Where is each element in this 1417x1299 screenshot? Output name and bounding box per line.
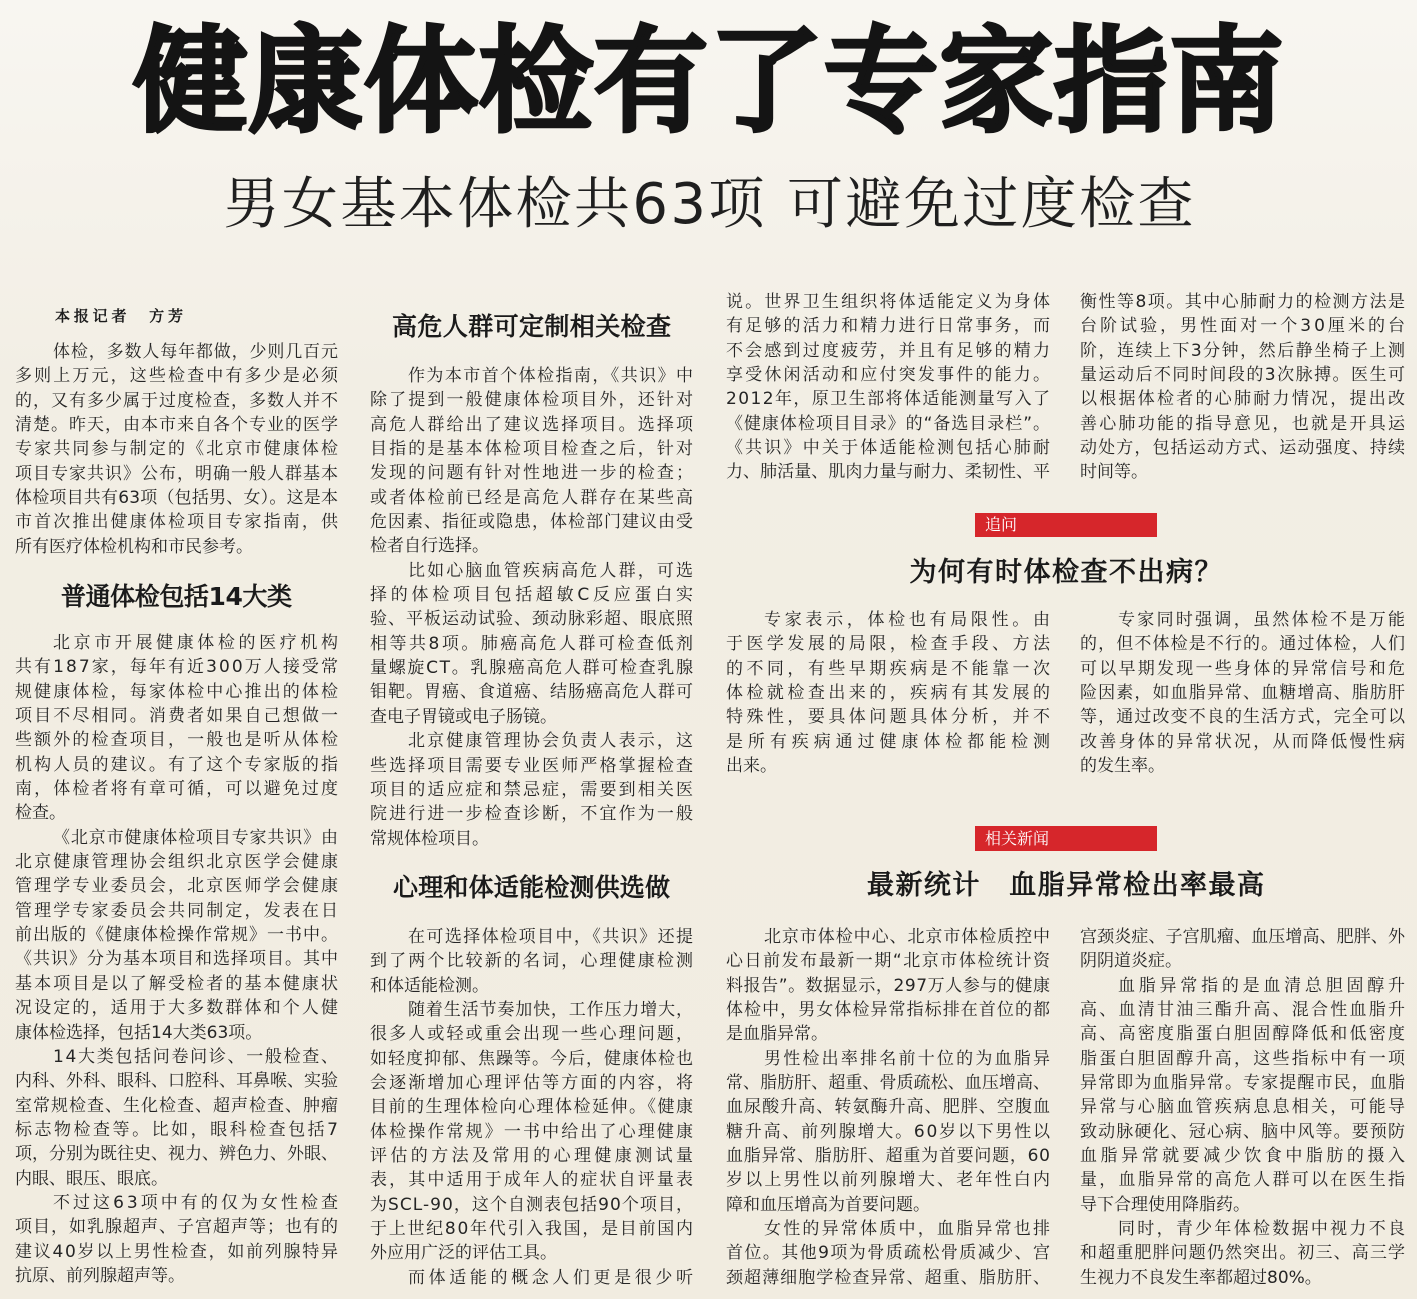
text-line: 台阶试验，男性面对一个30厘米的台 <box>1080 316 1409 337</box>
text-line: 院进行进一步检查诊断，不宜作为一般 <box>370 804 696 825</box>
paragraph <box>726 925 1050 1047</box>
text-line: 标志物检查等。比如，眼科检查包括7 <box>15 1119 341 1140</box>
text-line: 导下合理使用降脂药。 <box>1080 1194 1250 1215</box>
text-line: 专家表示，体检也有局限性。由 <box>764 610 1054 630</box>
text-line: 所有医疗体检机构和市民参考。 <box>15 536 253 557</box>
text-line: 建议40岁以上男性检查，如前列腺特异 <box>15 1241 340 1262</box>
text-line: 颈超薄细胞学检查异常、超重、脂肪肝、 <box>726 1267 1052 1288</box>
text-line: 血脂异常就要减少饮食中脂肪的摄入 <box>1080 1146 1409 1167</box>
text-line: 择的体检项目包括超敏C反应蛋白实 <box>370 585 697 606</box>
paragraph <box>370 729 696 851</box>
text-line: 为SCL-90，这个自测表包括90个项目， <box>370 1194 695 1215</box>
text-line: 项目专家共识》公布，明确一般人群基本 <box>15 463 339 484</box>
paragraph <box>726 1047 1053 1217</box>
text-line: 和超重肥胖问题仍然突出。初三、高三学 <box>1080 1243 1407 1264</box>
text-line: 常、脂肪肝、超重、骨质疏松、血压增高、 <box>726 1073 1051 1094</box>
text-line: 和体适能检测。 <box>370 975 489 996</box>
related-news-heading: 最新统计 血脂异常检出率最高 <box>866 870 1266 901</box>
paragraph <box>370 925 696 998</box>
text-line: 高、高密度脂蛋白胆固醇降低和低密度 <box>1080 1024 1408 1045</box>
text-line: 市首次推出健康体检项目专家指南，供 <box>15 512 341 533</box>
text-line: 很多人或轻或重会出现一些心理问题， <box>370 1024 696 1045</box>
paragraph <box>370 998 697 1266</box>
text-line: 会逐渐增加心理评估等方面的内容，将 <box>370 1073 696 1094</box>
text-line: 有足够的活力和精力进行日常事务，而 <box>726 316 1053 337</box>
text-line: 是血脂异常。 <box>726 1024 828 1045</box>
text-line: 衡性等8项。其中心肺耐力的检测方法是 <box>1080 292 1407 312</box>
text-line: 力、肺活量、肌肉力量与耐力、柔韧性、平 <box>726 462 1051 483</box>
text-line: 阴阴道炎症。 <box>1080 951 1182 972</box>
text-line: 以根据体检者的心肺耐力情况，提出改 <box>1080 389 1408 410</box>
text-line: 目前的生理体检向心理体检延伸。《健康 <box>370 1097 695 1118</box>
headline-title: 健康体检有了专家指南 <box>133 15 1285 148</box>
text-line: 是所有疾病通过健康体检都能检测 <box>726 731 1055 752</box>
text-line: 体检操作常规》一书中给出了心理健康 <box>370 1121 696 1142</box>
text-line: 阶，连续上下3分钟，然后静坐椅子上测 <box>1080 340 1407 361</box>
text-line: 清楚。昨天，由本市来自各个专业的医学 <box>15 415 339 436</box>
byline: 本报记者 方芳 <box>55 307 187 325</box>
text-line: 量螺旋CT。乳腺癌高危人群可检查乳腺 <box>370 658 695 679</box>
text-line: 项，分别为既往史、视力、辨色力、外眼、 <box>15 1144 338 1165</box>
text-line: 量，血脂异常的高危人群可以在医生指 <box>1080 1170 1408 1191</box>
text-line: 时间等。 <box>1080 462 1148 483</box>
text-line: 些额外的检查项目，一般也是听从体检 <box>15 730 341 751</box>
text-line: 障和血压增高为首要问题。 <box>726 1194 930 1215</box>
paragraph <box>726 1217 1053 1290</box>
text-line: 享受休闲活动和应付突发事件的能力。 <box>726 365 1053 386</box>
headline-subtitle: 男女基本体检共63项 可避免过度检查 <box>223 172 1196 237</box>
paragraph <box>15 826 341 1045</box>
paragraph <box>15 1191 342 1288</box>
text-line: 专家共同参与制定的《北京市健康体检 <box>15 439 341 460</box>
text-line: 专家同时强调，虽然体检不是万能 <box>1118 610 1408 630</box>
text-line: 体检项目共有63项（包括男、女）。这是本 <box>15 488 339 509</box>
section-body-psych-fitness-cont-col3 <box>726 290 1053 485</box>
section-body-psych-fitness <box>370 925 697 1290</box>
text-line: 管理学专家委员会共同制定，发表在日 <box>15 900 341 921</box>
followup-body-col3 <box>726 608 1055 778</box>
section-body-high-risk <box>370 364 697 851</box>
paragraph <box>1080 974 1409 1217</box>
text-line: 险因素，如血脂异常、血糖增高、脂肪肝 <box>1080 683 1407 704</box>
text-line: 生视力不良发生率都超过80%。 <box>1080 1267 1322 1288</box>
section-heading-general-checkup: 普通体检包括14大类 <box>61 582 292 611</box>
text-line: 外应用广泛的评估工具。 <box>370 1243 557 1264</box>
text-line: 体检就检查出来的，疾病有其发展的 <box>726 683 1054 704</box>
text-line: 或者体检前已经是高危人群存在某些高 <box>370 487 696 508</box>
text-line: 血尿酸升高、转氨酶升高、肥胖、空腹血 <box>726 1097 1052 1118</box>
paragraph <box>1080 925 1405 974</box>
text-line: 而体适能的概念人们更是很少听 <box>408 1267 697 1288</box>
text-line: 脂蛋白胆固醇升高，这些指标中有一项 <box>1080 1048 1408 1069</box>
text-line: 多则上万元，这些检查中有多少是必须 <box>15 366 341 387</box>
paragraph <box>15 1045 341 1191</box>
text-line: 检者自行选择。 <box>370 536 489 557</box>
section-heading-high-risk: 高危人群可定制相关检查 <box>392 312 672 341</box>
text-line: 于医学发展的局限，检查手段、方法 <box>726 634 1054 655</box>
text-line: 除了提到一般健康体检项目外，还针对 <box>370 390 696 411</box>
section-heading-psych-fitness: 心理和体适能检测供选做 <box>393 873 671 902</box>
text-line: 血脂异常指的是血清总胆固醇升 <box>1118 975 1409 996</box>
text-line: 14大类包括问卷问诊、一般检查、 <box>53 1046 340 1067</box>
text-line: 糖升高、前列腺增大。60岁以下男性以 <box>726 1121 1052 1142</box>
text-line: 抗原、前列腺超声等。 <box>15 1265 185 1286</box>
text-line: 首位。其他9项为骨质疏松骨质减少、宫 <box>726 1243 1052 1264</box>
text-line: 北京市开展健康体检的医疗机构 <box>53 633 342 653</box>
paragraph <box>15 340 341 559</box>
text-line: 前出版的《健康体检操作常规》一书中。 <box>15 925 339 946</box>
text-line: 如轻度抑郁、焦躁等。今后，健康体检也 <box>370 1048 694 1069</box>
text-line: 发现的问题有针对性地进一步的检查； <box>370 463 696 484</box>
paragraph <box>370 1266 697 1290</box>
text-line: 室常规检查、生化检查、超声检查、肿瘤 <box>15 1095 339 1116</box>
text-line: 高、血清甘油三酯升高、混合性血脂升 <box>1080 1000 1408 1021</box>
text-line: 项目的适应症和禁忌症，需要到相关医 <box>370 779 696 800</box>
followup-label-tag: 追问 <box>975 513 1157 537</box>
article-intro <box>15 340 341 559</box>
text-line: 不会感到过度疲劳，并且有足够的精力 <box>726 340 1053 361</box>
text-line: 随着生活节奏加快，工作压力增大， <box>408 1000 694 1021</box>
text-line: 项目，如乳腺超声、子宫超声等；也有的 <box>15 1217 339 1238</box>
text-line: 料报告”。数据显示，297万人参与的健康 <box>726 975 1051 996</box>
text-line: 等，通过改变不良的生活方式，完全可以 <box>1080 707 1407 728</box>
text-line: 危因素、指征或隐患，体检部门建议由受 <box>370 512 694 533</box>
section-body-psych-fitness-cont-col4 <box>1080 290 1409 485</box>
text-line: 些选择项目需要专业医师严格掌握检查 <box>370 755 696 776</box>
text-line: 康体检选择，包括14大类63项。 <box>15 1022 263 1043</box>
text-line: 内眼、眼压、眼底。 <box>15 1168 168 1189</box>
text-line: 《北京市健康体检项目专家共识》由 <box>53 827 339 848</box>
text-line: 不过这63项中有的仅为女性检查 <box>53 1192 342 1213</box>
text-line: 比如心脑血管疾病高危人群，可选 <box>408 560 696 581</box>
text-line: 共有187家，每年有近300万人接受常 <box>15 657 341 678</box>
text-line: 《共识》中关于体适能检测包括心肺耐 <box>726 438 1053 459</box>
followup-body-col4 <box>1080 608 1408 778</box>
text-line: 的，又有多少属于过度检查，多数人并不 <box>15 390 339 411</box>
text-line: 南，体检者将有章可循，可以避免过度 <box>15 779 341 800</box>
text-line: 动处方，包括运动方式、运动强度、持续 <box>1080 438 1407 459</box>
text-line: 2012年，原卫生部将体适能测量写入了 <box>726 389 1052 410</box>
text-line: 说。世界卫生组织将体适能定义为身体 <box>726 292 1053 312</box>
text-line: 验、平板运动试验、颈动脉彩超、眼底照 <box>370 609 694 630</box>
text-line: 作为本市首个体检指南，《共识》中 <box>408 366 695 386</box>
paragraph <box>1080 608 1408 778</box>
text-line: 异常即为血脂异常。专家提醒市民，血脂 <box>1080 1073 1407 1094</box>
text-line: 机构人员的建议。有了这个专家版的指 <box>15 754 341 775</box>
text-line: 心日前发布最新一期“北京市体检统计资 <box>726 951 1052 972</box>
text-line: 的发生率。 <box>1080 756 1165 777</box>
text-line: 目指的是基本体检项目检查之后，针对 <box>370 439 696 460</box>
text-line: 《健康体检项目目录》的“备选目录栏”。 <box>726 413 1051 434</box>
text-line: 致动脉硬化、冠心病、脑中风等。要预防 <box>1080 1121 1407 1142</box>
text-line: 基本项目是以了解受检者的基本健康状 <box>15 973 341 994</box>
text-line: 常规体检项目。 <box>370 828 489 849</box>
text-line: 检查。 <box>15 803 66 824</box>
text-line: 男性检出率排名前十位的为血脂异 <box>764 1048 1053 1069</box>
text-line: 《共识》分为基本项目和选择项目。其中 <box>15 949 339 970</box>
section-body-general-checkup <box>15 631 342 1288</box>
paragraph <box>370 559 697 729</box>
related-news-label-tag: 相关新闻 <box>975 826 1157 851</box>
followup-heading: 为何有时体检查不出病？ <box>909 557 1223 588</box>
text-line: 项目不尽相同。消费者如果自己想做一 <box>15 706 341 727</box>
paragraph <box>15 631 342 826</box>
text-line: 查电子胃镜或电子肠镜。 <box>370 706 557 727</box>
text-line: 的不同，有些早期疾病是不能靠一次 <box>726 658 1054 679</box>
text-line: 在可选择体检项目中，《共识》还提 <box>408 927 695 947</box>
text-line: 体检中，男女体检异常指标排在首位的都 <box>726 1000 1052 1021</box>
text-line: 出来。 <box>726 756 777 777</box>
text-line: 况设定的，适用于大多数群体和个人健 <box>15 998 341 1019</box>
text-line: 特殊性，要具体问题具体分析，并不 <box>726 707 1054 728</box>
paragraph <box>726 608 1055 778</box>
text-line: 北京健康管理协会负责人表示，这 <box>408 731 696 752</box>
related-news-body-col4 <box>1080 925 1409 1290</box>
text-line: 北京市体检中心、北京市体检质控中 <box>764 927 1051 947</box>
paragraph <box>726 290 1053 485</box>
text-line: 体检，多数人每年都做，少则几百元 <box>53 342 339 362</box>
related-news-body-col3 <box>726 925 1053 1290</box>
text-line: 女性的异常体质中，血脂异常也排 <box>764 1219 1053 1240</box>
paragraph <box>1080 290 1409 485</box>
text-line: 宫颈炎症、子宫肌瘤、血压增高、肥胖、外 <box>1080 927 1406 947</box>
text-line: 改善身体的异常状况，从而降低慢性病 <box>1080 731 1408 752</box>
text-line: 规健康体检，每家体检中心推出的体检 <box>15 681 341 702</box>
paragraph <box>1080 1217 1408 1290</box>
text-line: 北京健康管理协会组织北京医学会健康 <box>15 852 341 873</box>
text-line: 血脂异常、脂肪肝、超重为首要问题，60 <box>726 1146 1051 1167</box>
text-line: 可以早期发现一些身体的异常信号和危 <box>1080 658 1408 679</box>
text-line: 的，但不体检是不行的。通过体检，人们 <box>1080 634 1407 655</box>
text-line: 于上世纪80年代引入我国，是目前国内 <box>370 1219 695 1240</box>
text-line: 同时，青少年体检数据中视力不良 <box>1118 1219 1408 1240</box>
text-line: 高危人群给出了建议选择项目。选择项 <box>370 414 696 435</box>
paragraph <box>370 364 696 559</box>
text-line: 相等共8项。肺癌高危人群可检查低剂 <box>370 633 696 654</box>
text-line: 钼靶。胃癌、食道癌、结肠癌高危人群可 <box>370 682 694 703</box>
text-line: 评估的方法及常用的心理健康测试量 <box>370 1146 697 1167</box>
text-line: 量运动后不同时间段的3次脉搏。医生可 <box>1080 365 1407 386</box>
text-line: 到了两个比较新的名词，心理健康检测 <box>370 951 696 972</box>
text-line: 内科、外科、眼科、口腔科、耳鼻喉、实验 <box>15 1071 338 1092</box>
text-line: 岁以上男性以前列腺增大、老年性白内 <box>726 1170 1053 1191</box>
text-line: 管理学专业委员会，北京医师学会健康 <box>15 876 341 897</box>
text-line: 善心肺功能的指导意见，也就是开具运 <box>1080 413 1408 434</box>
text-line: 异常与心脑血管疾病息息相关，可能导 <box>1080 1097 1408 1118</box>
text-line: 表，其中适用于成年人的症状自评量表 <box>370 1170 696 1191</box>
